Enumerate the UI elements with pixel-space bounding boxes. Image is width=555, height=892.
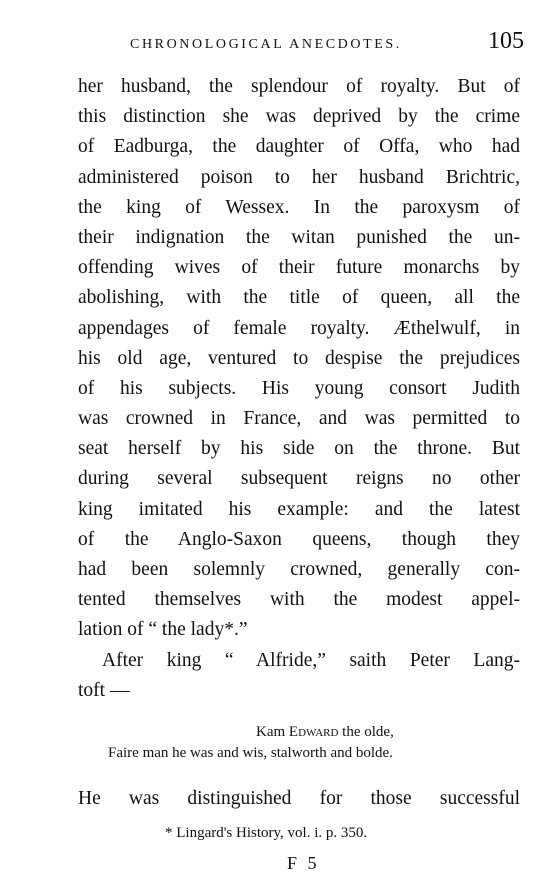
text-line: of the Anglo-Saxon queens, though they — [78, 528, 520, 550]
text-line: her husband, the splendour of royalty. But of — [78, 76, 520, 97]
text-line: He was distinguished for those successful — [78, 788, 520, 809]
text-line: of Eadburga, the daughter of Offa, who had — [78, 136, 520, 158]
text-line: had been solemnly crowned, generally con- — [78, 559, 520, 580]
text-line: his old age, ventured to despise the prejudices — [78, 347, 520, 369]
running-head-title: CHRONOLOGICAL ANECDOTES. — [130, 37, 402, 52]
text-line: seat herself by his side on the throne. But — [78, 438, 520, 460]
verse-name: Edward — [288, 724, 339, 740]
text-line: their indignation the witan punished the un- — [78, 226, 520, 248]
signature-mark: F 5 — [287, 853, 320, 873]
text-line: After king “ Alfride,” saith Peter Lang- — [102, 649, 520, 671]
text-line: king imitated his example: and the latest — [78, 498, 520, 520]
text-line: appendages of female royalty. Æthelwulf, in — [78, 317, 520, 339]
page-number: 105 — [488, 28, 524, 54]
text-line: during several subsequent reigns no other — [78, 468, 520, 490]
body-text — [78, 72, 520, 706]
text-line: toft — — [78, 679, 130, 701]
text-line: the king of Wessex. In the paroxysm of — [78, 196, 520, 218]
text-line: of his subjects. His young consort Judith — [78, 377, 520, 399]
text-line: was crowned in France, and was permitted to — [78, 408, 520, 430]
footnote: * Lingard's History, vol. i. p. 350. — [165, 825, 368, 841]
verse-line-suffix: the olde, — [338, 724, 394, 740]
text-line: this distinction she was deprived by the crime — [78, 106, 520, 128]
verse-line: Faire man he was and wis, stalworth and bolde. — [108, 745, 393, 761]
verse-quote — [78, 722, 520, 764]
verse-line — [78, 722, 520, 743]
text-line: abolishing, with the title of queen, all the — [78, 287, 520, 309]
text-line: offending wives of their future monarchs by — [78, 257, 520, 279]
text-line: lation of “ the lady*.” — [78, 619, 248, 641]
verse-line-prefix: Kam — [256, 724, 289, 740]
text-line: administered poison to her husband Brichtric, — [78, 166, 520, 188]
body-text-continued — [78, 784, 520, 814]
text-line: tented themselves with the modest appel- — [78, 589, 520, 611]
running-head — [130, 28, 524, 58]
